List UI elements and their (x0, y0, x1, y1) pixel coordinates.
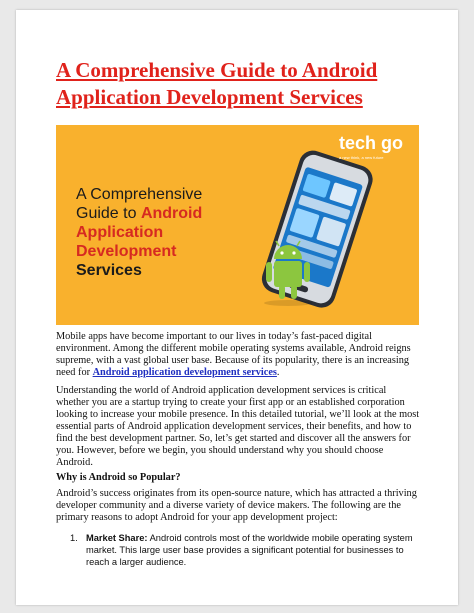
paragraph-intro: Mobile apps have become important to our lives in today’s fast-paced digital environment. Among the different mobile operating systems available, Android reigns supreme, with a vast global user base. Because of its popularity, there is an increasing need for Android application development services. (56, 331, 411, 378)
paragraph-understanding: Understanding the world of Android application development services is critical whether you are a startup trying to create your first app or an established corporation looking to increase your mobile presence. In this detailed tutorial, we’ll look at the most essential parts of Android application development services, their benefits, and how to find the best development partner. So, let’s get started and discover all the answers for you. However, before we begin, you should understand why you should choose Android. (56, 385, 420, 468)
logo-tagline: a new think, a new future (339, 155, 384, 160)
paragraph-reasons: Android’s success originates from its open-source nature, which has attracted a thriving developer community and a diverse variety of device makers. The following are the primary reasons to adopt Android for your app development project: (56, 488, 417, 523)
banner-headline: A Comprehensive Guide to Android Application Development Services (76, 186, 203, 279)
section-heading: Why is Android so Popular? (56, 472, 181, 483)
android-development-link[interactable]: Android application development services (92, 367, 277, 378)
document-title: A Comprehensive Guide to Android Application Development Services (56, 58, 378, 109)
hero-banner (56, 125, 419, 325)
techugo-logo: tech go (339, 133, 404, 153)
document-page: A Comprehensive Guide to Android Application Development Services tech go a new think, a new future A Comprehensive Guide to Android Application Development Services Mobile apps have become important to our lives in today’s fast-paced digital environment. Among the different mobile operating systems available, Android reigns supreme, with a vast global user base. Because of its popularity, there is an increasing need for Android application development services. Understanding the world of Android application development services is critical whether you are a startup trying to create your first app or an established corporation looking to increase your mobile presence. In this detailed tutorial, we’ll look at the most essential parts of Android application development services, their benefits, and how to find the best development partner. So, let’s get started and discover all the answers for you. However, before we begin, you should understand why you should choose Android. Why is Android so Popular? Android’s success originates from its open-source nature, which has attracted a thriving developer community and a diverse variety of device makers. The following are the primary reasons to adopt Android for your app development project: 1. Market Share: Android controls most of the worldwide mobile operating system market. This large user base provides a significant potential for businesses to reach a larger audience. (16, 10, 458, 605)
